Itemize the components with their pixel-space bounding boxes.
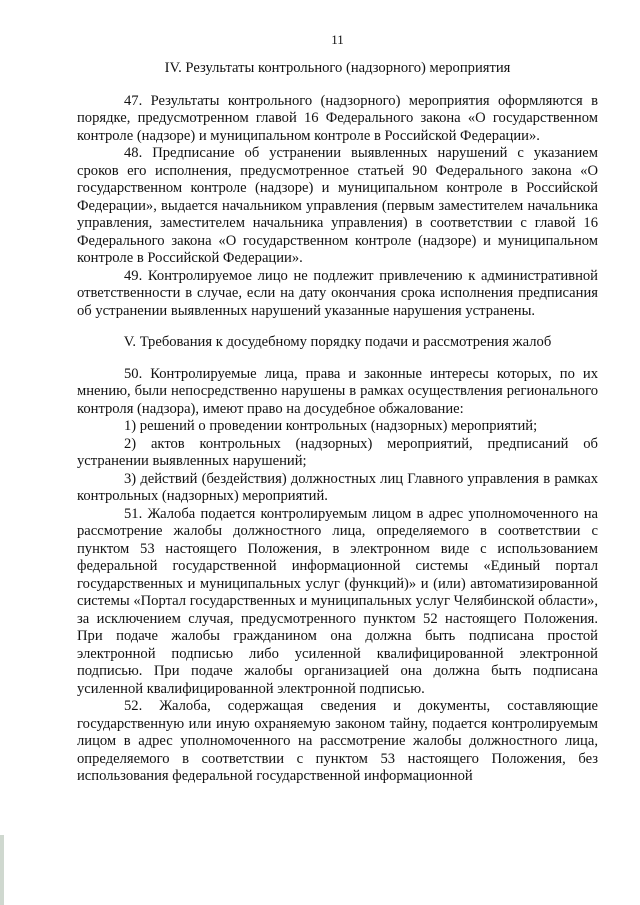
list-item-1: 1) решений о проведении контрольных (надзорных) мероприятий; (124, 418, 538, 434)
list-item-2: 2) актов контрольных (надзорных) мероприятий, предписаний об устранении выявленных нарушений; (77, 435, 598, 469)
paragraph-48: 48. Предписание об устранении выявленных нарушений с указанием сроков его исполнения, предусмотренное статьей 90 Федерального закона «О государственном контроле (надзоре) и муниципальном контроле в Российской Федерации», выдается начальником управления (первым заместителем начальника управления, заместителем начальника управления) в соответствии с главой 16 Федерального закона «О государственном контроле (надзоре) и муниципальном контроле в Российской Федерации». (77, 145, 598, 266)
scan-edge-mark (0, 835, 4, 905)
paragraph-51: 51. Жалоба подается контролируемым лицом в адрес уполномоченного на рассмотрение жалобы должностного лица, определяемого в соответствии с пунктом 53 настоящего Положения, в электронном виде с использованием федеральной государственной информационной системы «Единый портал государственных и муниципальных услуг (функций)» и (или) автоматизированной системы «Портал государственных и муниципальных услуг Челябинской области», за исключением случая, предусмотренного пунктом 52 настоящего Положения. При подаче жалобы гражданином она должна быть подписана простой электронной подписью либо усиленной квалифицированной электронной подписью. При подаче жалобы организацией она должна быть подписана усиленной квалифицированной электронной подписью. (77, 505, 598, 697)
page-number: 11 (331, 32, 344, 47)
list-item-3: 3) действий (бездействия) должностных лиц Главного управления в рамках контрольных (надзорных) мероприятий. (77, 470, 598, 504)
paragraph-47: 47. Результаты контрольного (надзорного) мероприятия оформляются в порядке, предусмотренном главой 16 Федерального закона «О государственном контроле (надзоре) и муниципальном контроле в Российской Федерации». (77, 92, 598, 144)
paragraph-50: 50. Контролируемые лица, права и законные интересы которых, по их мнению, были непосредственно нарушены в рамках осуществления регионального контроля (надзора), имеют право на досудебное обжалование: (77, 365, 598, 417)
paragraph-49: 49. Контролируемое лицо не подлежит привлечению к административной ответственности в случае, если на дату окончания срока исполнения предписания об устранении выявленных нарушений указанные нарушения устранены. (77, 267, 598, 319)
section-iv-heading: IV. Результаты контрольного (надзорного) мероприятия (164, 60, 511, 76)
section-v-heading: V. Требования к досудебному порядку подачи и рассмотрения жалоб (123, 334, 552, 350)
paragraph-52: 52. Жалоба, содержащая сведения и документы, составляющие государственную или иную охраняемую законом тайну, подается контролируемым лицом в адрес уполномоченного на рассмотрение жалобы должностного лица, определяемого в соответствии с пунктом 53 настоящего Положения, без использования федеральной государственной информационной (77, 698, 598, 784)
